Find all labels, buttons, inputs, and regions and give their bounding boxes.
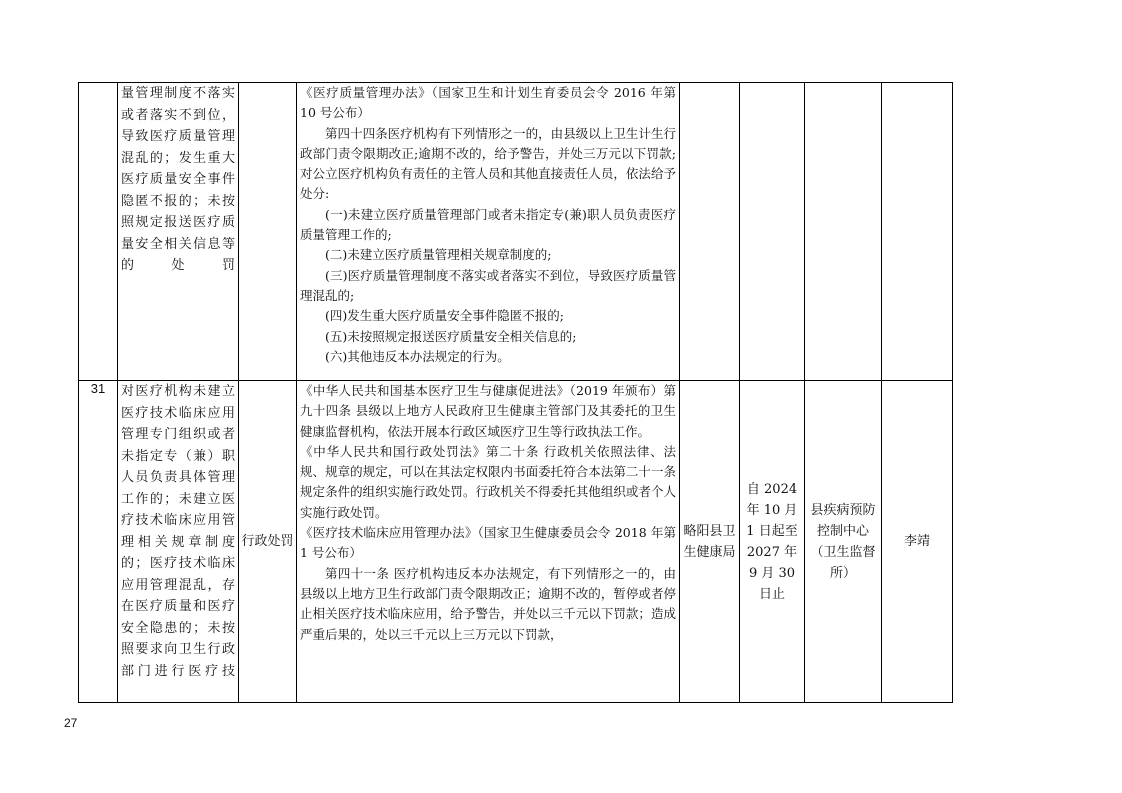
basis-paragraph: 《医疗质量管理办法》（国家卫生和计划生育委员会令 2016 年第 10 号公布） xyxy=(300,85,676,121)
contact-cell xyxy=(882,83,953,381)
item-text: 对医疗机构未建立医疗技术临床应用管理专门组织或者未指定专（兼）职人员负责具体管理工作的；未建立医疗技术临床应用管理相关规章制度的；医疗技术临床应用管理混乱，存在医疗质量和医疗安全隐患的；未按照要求向卫生行政部门进行医疗技 xyxy=(121,384,235,679)
delegate-cell xyxy=(805,381,882,703)
period-cell xyxy=(740,381,805,703)
table-row xyxy=(79,381,953,703)
basis-paragraph: 《中华人民共和国基本医疗卫生与健康促进法》（2019 年颁布）第九十四条 县级以上地方人民政府卫生健康主管部门及其委托的卫生健康监督机构，依法开展本行政区域医疗卫生等行政执法工作。 xyxy=(300,383,676,439)
category-text: 行政处罚 xyxy=(241,534,294,549)
row-index-cell xyxy=(79,83,118,381)
table-row xyxy=(79,83,953,381)
row-index-cell xyxy=(79,381,118,703)
basis-paragraph: 《医疗技术临床应用管理办法》（国家卫生健康委员会令 2018 年第 1 号公布） xyxy=(300,525,676,561)
contact-text: 李靖 xyxy=(903,534,930,549)
item-cell xyxy=(118,83,239,381)
period-cell xyxy=(740,83,805,381)
basis-paragraph: (六)其他违反本办法规定的行为。 xyxy=(325,348,510,364)
basis-text xyxy=(297,381,679,645)
period-text: 自 2024 年 10 月 1 日起至 2027 年 9 月 30 日止 xyxy=(746,481,798,602)
basis-paragraph: (一)未建立医疗质量管理部门或者未指定专(兼)职人员负责医疗质量管理工作的; xyxy=(300,206,676,243)
delegate-text: 县疾病预防控制中心（卫生监督所） xyxy=(810,502,876,581)
authority-text: 略阳县卫生健康局 xyxy=(683,523,736,560)
basis-paragraph: (五)未按照规定报送医疗质量安全相关信息的; xyxy=(325,328,577,344)
category-cell xyxy=(239,83,297,381)
authority-cell xyxy=(680,381,740,703)
basis-cell xyxy=(297,83,680,381)
basis-paragraph: (二)未建立医疗质量管理相关规章制度的; xyxy=(325,247,552,263)
basis-paragraph: (三)医疗质量管理制度不落实或者落实不到位，导致医疗质量管理混乱的; xyxy=(300,267,676,303)
basis-paragraph: 第四十四条医疗机构有下列情形之一的，由县级以上卫生计生行政部门责令限期改正;逾期不改的，给予警告，并处三万元以下罚款;对公立医疗机构负有责任的主管人员和其他直接责任人员，依法给予处分: xyxy=(300,125,676,202)
basis-paragraph: 第四十一条 医疗机构违反本办法规定，有下列情形之一的，由县级以上地方卫生行政部门责令限期改正；逾期不改的，暂停或者停止相关医疗技术临床应用，给予警告，并处以三千元以下罚款；造成严重后果的，处以三千元以上三万元以下罚款， xyxy=(300,565,676,642)
basis-cell xyxy=(297,381,680,703)
basis-text xyxy=(297,83,679,367)
basis-paragraph: 《中华人民共和国行政处罚法》第二十条 行政机关依照法律、法规、规章的规定，可以在其法定权限内书面委托符合本法第二十一条规定条件的组织实施行政处罚。行政机关不得委托其他组织或者个人实施行政处罚。 xyxy=(300,443,676,520)
item-cell xyxy=(118,381,239,703)
item-text: 量管理制度不落实或者落实不到位，导致医疗质量管理混乱的；发生重大医疗质量安全事件隐匿不报的；未按照规定报送医疗质量安全相关信息等的处罚 xyxy=(121,86,235,273)
basis-paragraph: (四)发生重大医疗质量安全事件隐匿不报的; xyxy=(325,308,564,324)
row-index: 31 xyxy=(90,381,106,396)
page-number: 27 xyxy=(64,716,78,730)
authority-cell xyxy=(680,83,740,381)
category-cell xyxy=(239,381,297,703)
enforcement-table xyxy=(78,82,953,703)
delegate-cell xyxy=(805,83,882,381)
contact-cell xyxy=(882,381,953,703)
